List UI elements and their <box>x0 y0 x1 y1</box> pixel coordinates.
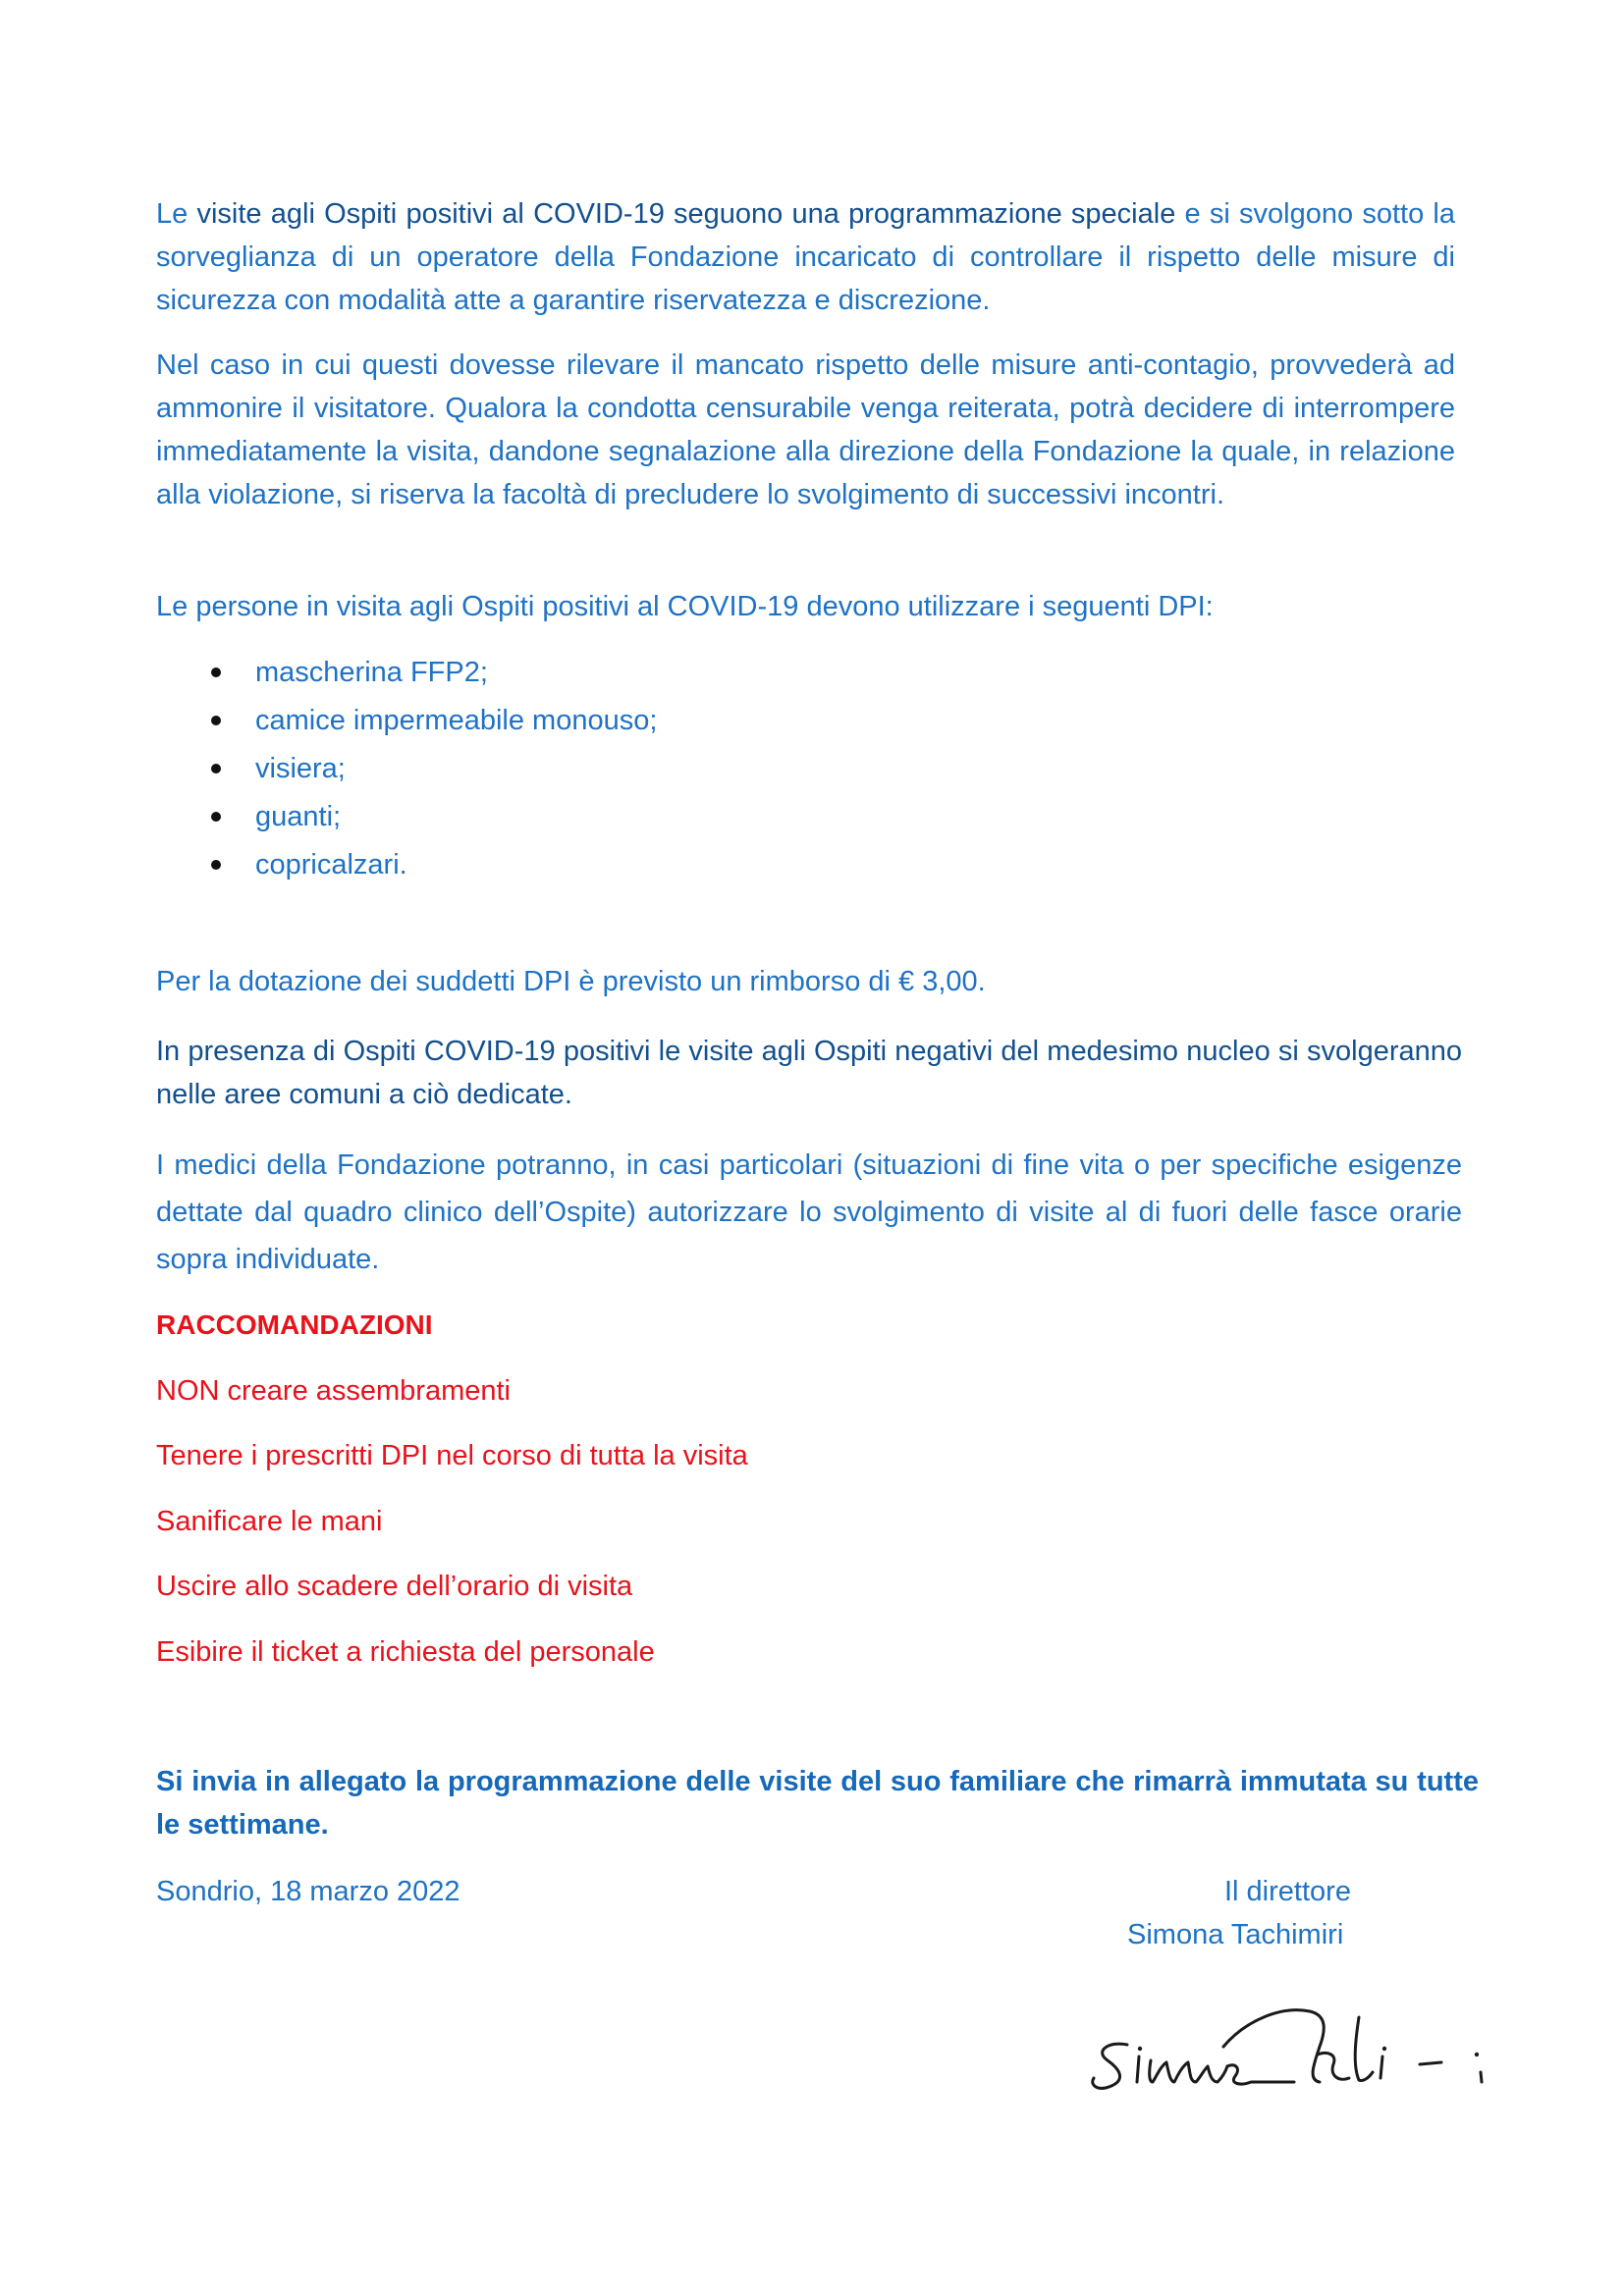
paragraph-presenza-positivi: In presenza di Ospiti COVID-19 positivi le visite agli Ospiti negativi del medesimo nucleo si svolgeranno nelle aree comuni a ciò dedicate. <box>156 1036 1462 1110</box>
raccomandazioni-heading: RACCOMANDAZIONI <box>156 1309 433 1340</box>
raccomandazione-item: Esibire il ticket a richiesta del personale <box>156 1636 655 1668</box>
raccomandazione-item: Sanificare le mani <box>156 1506 383 1537</box>
handwritten-signature <box>1088 1988 1530 2106</box>
list-item: copricalzari. <box>211 843 657 891</box>
signatory-role: Il direttore <box>1224 1876 1351 1907</box>
list-item: guanti; <box>211 795 657 843</box>
highlight-programmazione-speciale: visite agli Ospiti positivi al COVID-19 seguono una programmazione speciale <box>196 198 1176 230</box>
list-item: camice impermeabile monouso; <box>211 699 657 747</box>
raccomandazione-item: Tenere i prescritti DPI nel corso di tutta la visita <box>156 1440 748 1471</box>
paragraph-dpi-intro: Le persone in visita agli Ospiti positivi al COVID-19 devono utilizzare i seguenti DPI: <box>156 591 1214 622</box>
paragraph-ammonizione: Nel caso in cui questi dovesse rilevare il mancato rispetto delle misure anti-contagio, provvederà ad ammonire il visitatore. Qualora la condotta censurabile venga reiterata, potrà decidere di interrompere immediatamente la visita, dandone segnalazione alla direzione della Fondazione la quale, in relazione alla violazione, si riserva la facoltà di precludere lo svolgimento di successivi incontri. <box>156 349 1455 510</box>
list-item: visiera; <box>211 747 657 795</box>
paragraph-allegato: Si invia in allegato la programmazione delle visite del suo familiare che rimarrà immutata su tutte le settimane. <box>156 1766 1479 1841</box>
paragraph-visite-positivi <box>156 192 1455 322</box>
signatory-name: Simona Tachimiri <box>1127 1919 1344 1950</box>
raccomandazione-item: NON creare assembramenti <box>156 1375 511 1407</box>
paragraph-lead: Le <box>156 198 197 230</box>
raccomandazione-item: Uscire allo scadere dell’orario di visita <box>156 1571 633 1602</box>
place-date: Sondrio, 18 marzo 2022 <box>156 1876 460 1907</box>
paragraph-rimborso: Per la dotazione dei suddetti DPI è previsto un rimborso di € 3,00. <box>156 966 986 997</box>
paragraph-rest: e si svolgono sotto la sorveglianza di un operatore della Fondazione incaricato di controllare il rispetto delle misure di sicurezza con modalità atte a garantire riservatezza e discrezione. <box>156 198 1455 316</box>
dpi-list <box>211 651 657 891</box>
list-item: mascherina FFP2; <box>211 651 657 699</box>
paragraph-medici: I medici della Fondazione potranno, in casi particolari (situazioni di fine vita o per specifiche esigenze dettate dal quadro clinico dell’Ospite) autorizzare lo svolgimento di visite al di fuori delle fasce orarie sopra individuate. <box>156 1149 1462 1275</box>
